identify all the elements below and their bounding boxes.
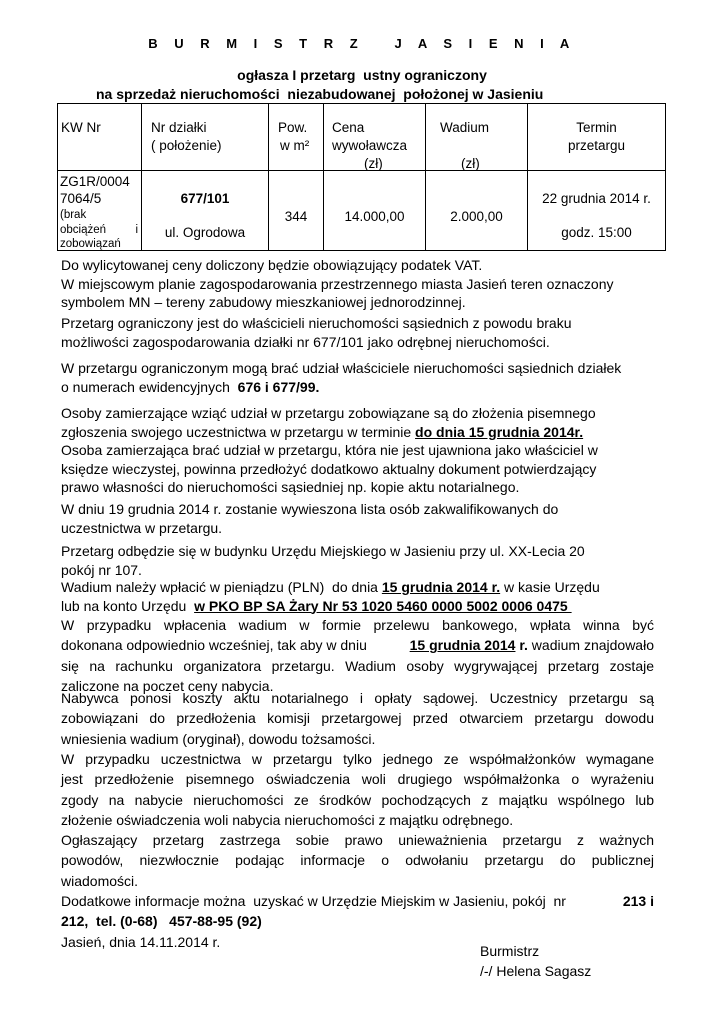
deposit-date: 15 grudnia 2014 [409,637,516,654]
text-line: prawo własności do nieruchomości sąsiedniej np. kopie aktu notarialnego. [61,479,520,495]
text-line: W dniu 19 grudnia 2014 r. zostanie wywieszona lista osób zakwalifikowanych do [61,501,559,517]
kw-number-part2: 7064/5 [60,191,102,206]
kw-number-part1: ZG1R/0004 [60,174,130,189]
parcel-number: 677/101 [180,191,230,206]
cell-cena [324,171,426,251]
table-header-row [58,104,666,171]
text-line: możliwości zagospodarowania działki nr 677/101 jako odrębnej nieruchomości. [61,333,550,350]
text-line [61,378,654,397]
text-line: pokój nr 107. [61,561,142,578]
text-line: uczestnictwa w przetargu. [61,519,223,536]
announcement-line-2: na sprzedaż nieruchomości niezabudowanej położonej w Jasieniu [96,86,544,102]
text-line: wniesienia wadium (oryginał), dowodu tożsamości. [61,730,376,747]
cell-pow [269,171,324,251]
header-cena-unit: (zł) [364,156,383,171]
text-line: symbolem MN – tereny zabudowy mieszkaniowej jednorodzinnej. [61,294,466,310]
text-line [61,578,654,597]
parcel-location: ul. Ogrodowa [164,225,246,240]
auction-time: godz. 15:00 [561,225,632,240]
header-cena-label: Cena [332,120,365,135]
parcel-numbers: 676 i 677/99. [237,378,320,395]
text-line: wiadomości. [61,872,139,889]
room-numbers: 213 i [622,893,654,909]
text-line [61,423,654,442]
header-cena [324,104,426,171]
document-title: B U R M I S T R Z J A S I E N I A [148,36,576,51]
cell-termin [528,171,666,251]
text-line: się na rachunku organizatora przetargu. Wadium osoby wygrywającej przetarg zostaje [61,657,654,674]
text-line: jest przedłożenie pisemnego oświadczenia woli drugiego współmałżonka o wyrażeniu [61,771,654,788]
text-line: Ogłaszający przetarg zastrzega sobie prawo unieważnienia przetargu z ważnych [61,832,654,848]
area-value: 344 [284,209,308,224]
paragraph-transfer [61,615,654,697]
text-line: W miejscowym planie zagospodarowania przestrzennego miasta Jasień teren oznaczony [61,275,614,292]
text-line: zaliczone na poczet ceny nabycia. [61,678,274,695]
header-termin-sublabel: przetargu [567,138,626,153]
text-span: lub na konto Urzędu [61,597,195,614]
text-line: W przetargu ograniczonym mogą brać udział właściciele nieruchomości sąsiednich działek [61,360,622,376]
text-line: Do wylicytowanej ceny doliczony będzie obowiązujący podatek VAT. [61,257,483,273]
text-line: zobowiązani do przedłożenia komisji przetargowej przed otwarciem przetargu dowodu [61,710,654,727]
text-span: Dodatkowe informacje można uzyskać w Urzędzie Miejskim w Jasieniu, pokój nr [61,893,574,909]
kw-note-line2-end: i [135,224,138,236]
kw-note-line2: obciążeń [60,224,107,236]
deposit-value: 2.000,00 [450,209,503,224]
text-line [61,597,654,616]
paragraph-restriction [61,314,654,351]
text-span: wadium znajdowało [527,637,654,654]
cell-wadium [426,171,528,251]
auction-date: 22 grudnia 2014 r. [542,191,651,206]
text-line: Nabywca ponosi koszty aktu notarialnego i opłaty sądowej. Uczestnicy przetargu są [61,690,654,706]
paragraph-cancellation [61,830,654,891]
header-dzialka-sublabel: ( położenie) [151,138,222,153]
text-span: r. [515,637,528,654]
header-termin-label: Termin [576,120,617,135]
document-date: Jasień, dnia 14.11.2014 r. [61,933,221,950]
text-span: dokonana odpowiednio wcześniej, tak aby w dniu [61,637,367,654]
header-dzialka [142,104,269,171]
text-span: Wadium należy wpłacić w pieniądzu (PLN) do dnia [61,579,382,595]
text-line: W przypadku uczestnictwa w przetargu tylko jednego ze współmałżonków wymagane [61,751,654,767]
announcement-line-1: ogłasza I przetarg ustny ograniczony [237,67,487,83]
header-pow [269,104,324,171]
header-pow-label: Pow. [278,120,308,135]
price-value: 14.000,00 [344,209,405,224]
header-termin [528,104,666,171]
text-line [61,891,654,911]
header-wadium [426,104,528,171]
registration-deadline: do dnia 15 grudnia 2014r. [415,423,584,440]
kw-note-line1: (brak [60,209,87,221]
header-dzialka-label: Nr działki [151,120,207,135]
text-line: Przetarg ograniczony jest do właścicieli nieruchomości sąsiednich z powodu braku [61,315,572,331]
text-line: powodów, niezwłocznie podając informacje o odwołaniu przetargu do publicznej [61,852,654,869]
paragraph-eligible-owners [61,359,654,396]
signature-name: /-/ Helena Sagasz [480,963,592,979]
text-line: Przetarg odbędzie się w budynku Urzędu Miejskiego w Jasieniu przy ul. XX-Lecia 20 [61,543,585,559]
text-line: księdze wieczystej, powinna przedłożyć dodatkowo aktualny dokument potwierdzający [61,460,597,477]
deposit-deadline: 15 grudnia 2014 r. [381,579,501,595]
header-kw [58,104,142,171]
header-cena-sublabel: wywoławcza [332,138,408,153]
text-line: zgody na nabycie nieruchomości ze środków pochodzących z majątku wspólnego lub [61,791,654,808]
text-span: zgłoszenia swojego uczestnictwa w przetargu w terminie [61,423,416,440]
paragraph-vat-plan [61,256,654,312]
paragraph-spouse [61,749,654,831]
signature-block [480,941,591,981]
cell-kw [58,171,142,251]
paragraph-registration [61,404,654,497]
paragraph-deposit [61,578,654,615]
table-row [58,171,666,251]
signature-role: Burmistrz [480,943,540,959]
contact-phone: 212, tel. (0-68) 457-88-95 (92) [61,913,262,930]
property-table [57,103,666,251]
header-wadium-label: Wadium [440,120,490,135]
text-line: W przypadku wpłacenia wadium w formie przelewu bankowego, wpłata winna być [61,617,654,633]
text-span: w kasie Urzędu [500,579,600,595]
header-pow-unit: w m² [280,138,310,153]
text-span: o numerach ewidencyjnych [61,378,238,395]
text-line: Osoba zamierzająca brać udział w przetargu, która nie jest ujawniona jako właściciel w [61,442,598,458]
text-line: Osoby zamierzające wziąć udział w przetargu zobowiązane są do złożenia pisemnego [61,405,596,421]
text-line [61,635,654,655]
paragraph-costs [61,688,654,749]
header-kw-label: KW Nr [61,120,101,135]
header-wadium-unit: (zł) [461,156,480,171]
text-line: złożenie oświadczenia woli nabycia nieruchomości z majątku odrębnego. [61,812,514,829]
cell-dzialka [142,171,269,251]
bank-account: w PKO BP SA Żary Nr 53 1020 5460 0000 5002 0006 0475 [194,597,572,614]
kw-note-line3: zobowiązań [60,238,121,250]
paragraph-qualified-list [61,500,654,537]
paragraph-location [61,542,654,579]
